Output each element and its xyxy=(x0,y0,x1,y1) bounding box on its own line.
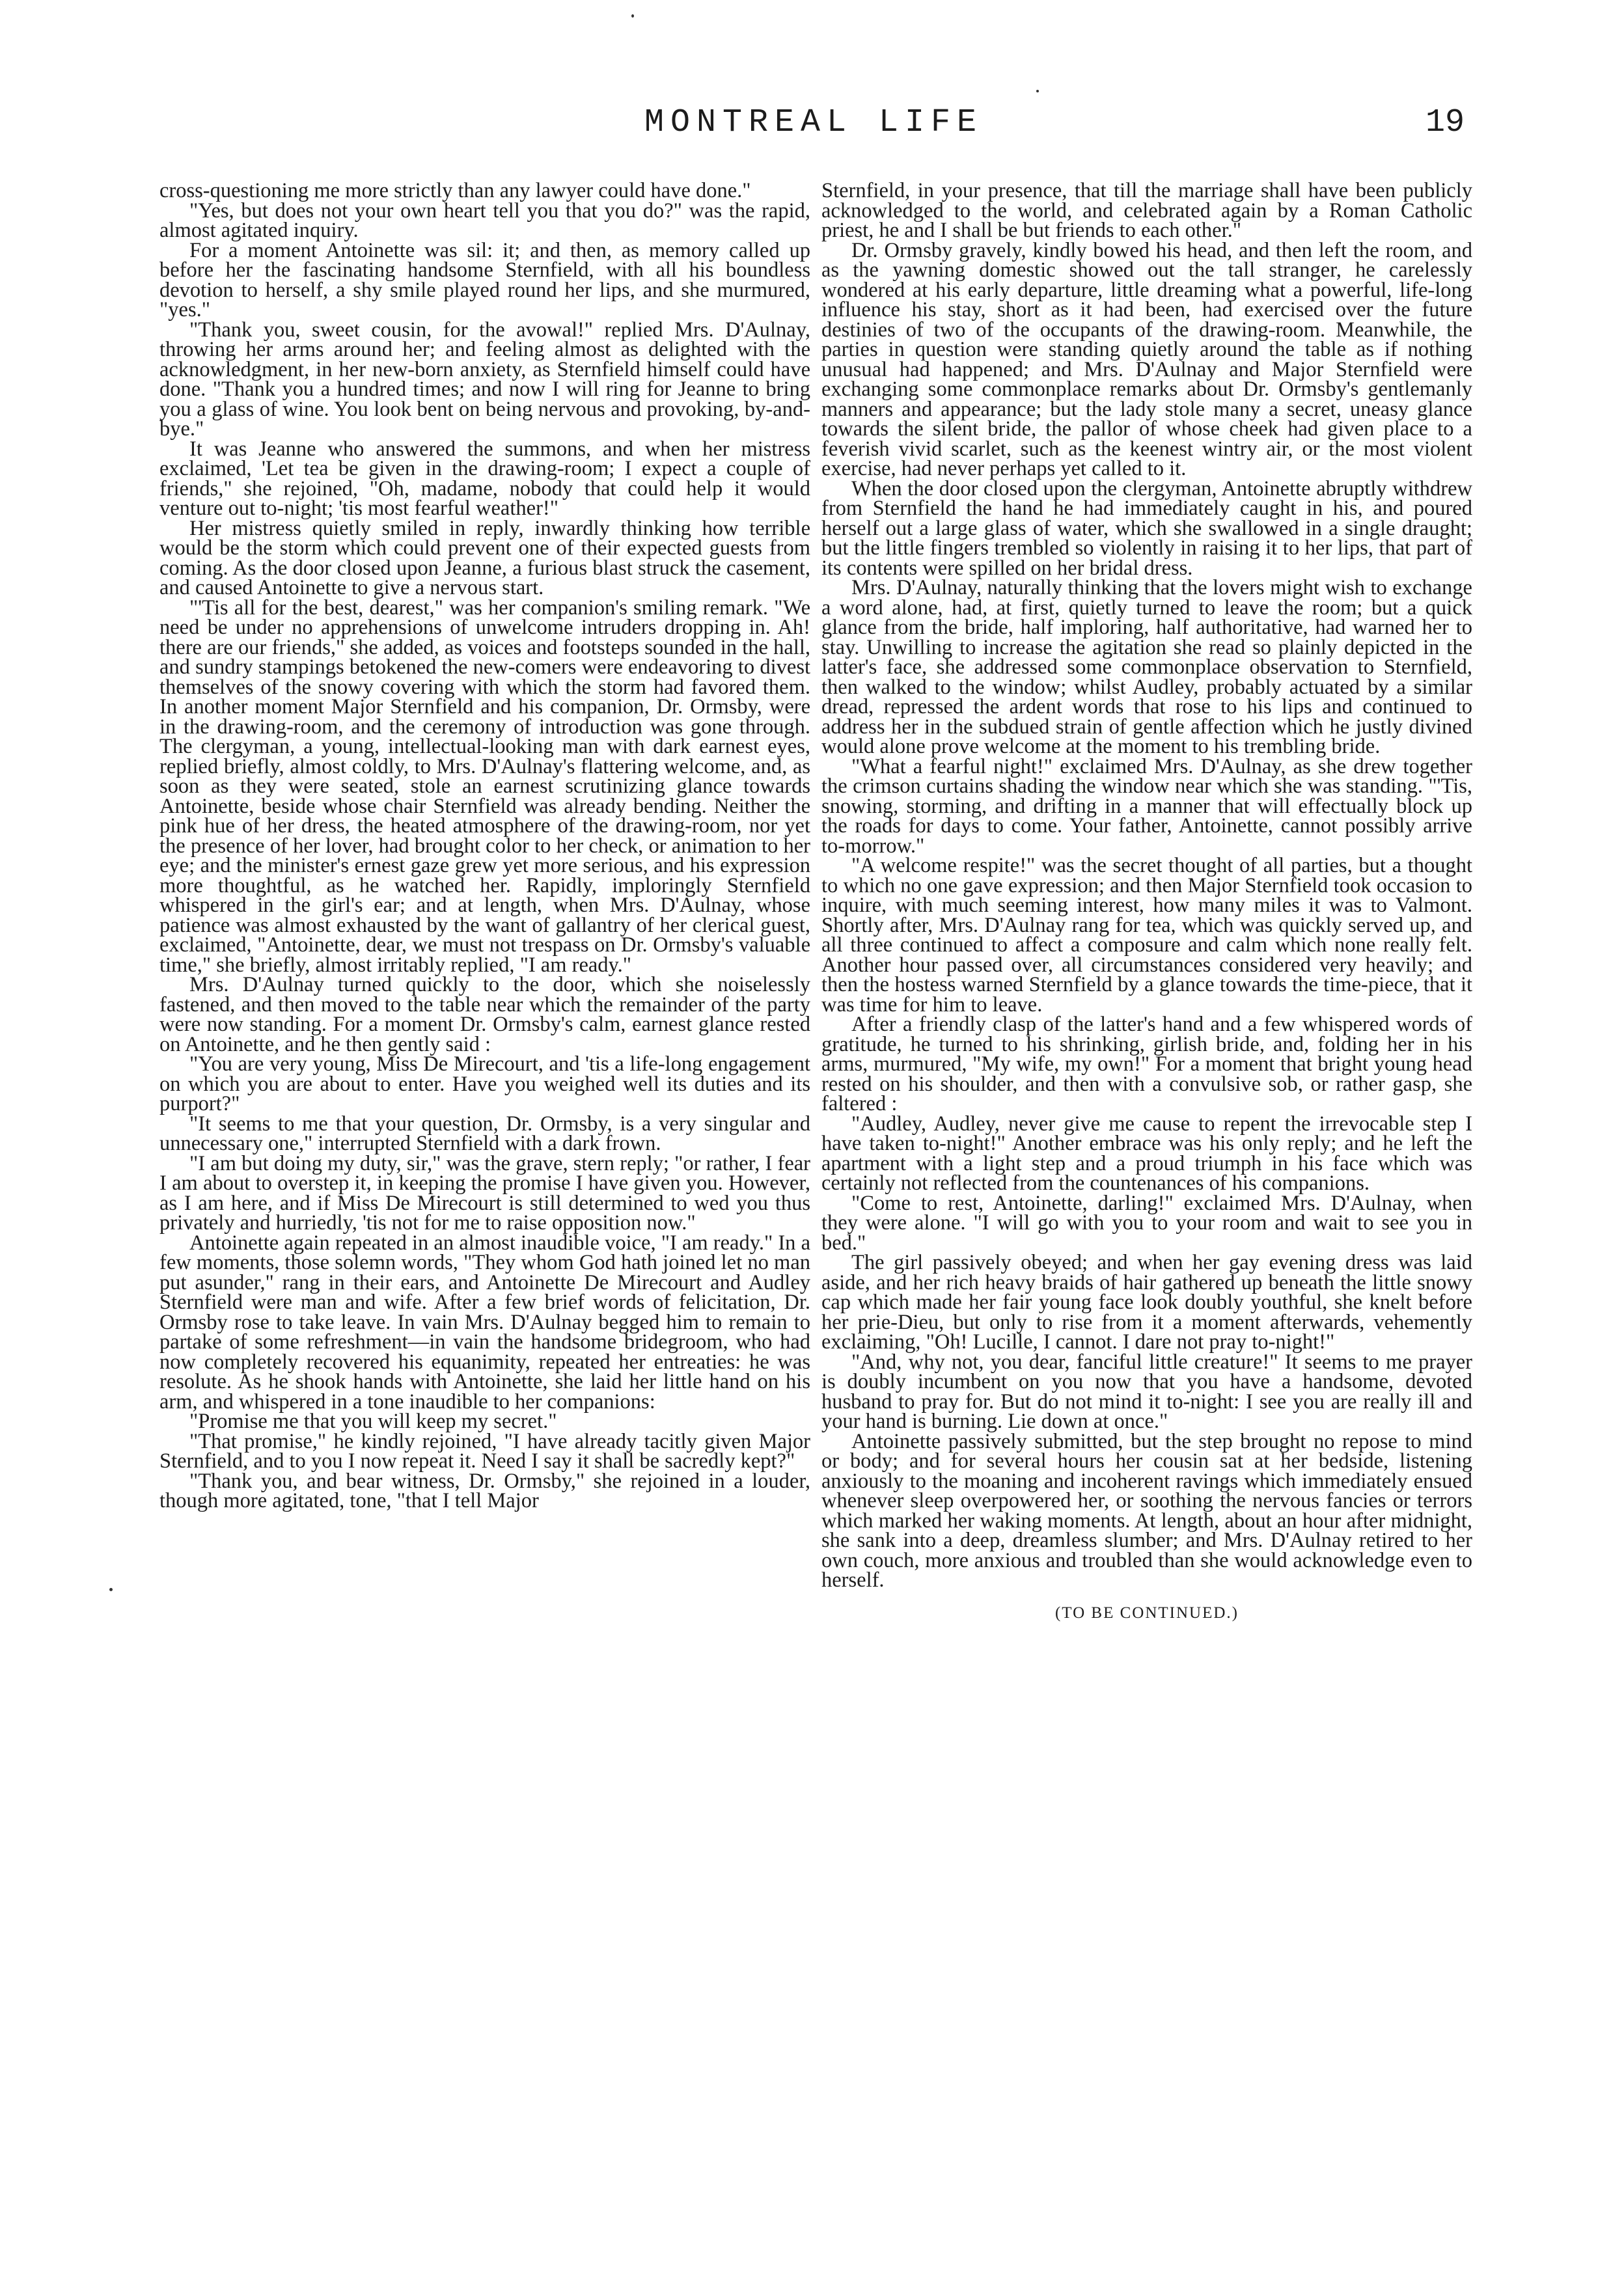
print-speck xyxy=(631,14,634,18)
left-column xyxy=(159,181,810,1511)
paragraph: Sternfield, in your presence, that till the marriage shall have been publicly acknowledged to the world, and celebrated again by a Roman Catholic priest, he and I shall be but friends to each other." xyxy=(821,179,1472,242)
paragraph: "Audley, Audley, never give me cause to repent the irrevocable step I have taken to-night!" Another embrace was his only reply; and he left the apartment with a light step and a proud triumph in his face which was certainly not reflected from the countenances of his companions. xyxy=(821,1112,1472,1195)
paragraph: "Thank you, sweet cousin, for the avowal!" replied Mrs. D'Aulnay, throwing her arms around her; and feeling almost as delighted with the acknowledgment, in her new-born anxiety, as Sternfield himself could have done. "Thank you a hundred times; and now I will ring for Jeanne to bring you a glass of wine. You look bent on being nervous and provoking, by-and-bye." xyxy=(159,318,810,441)
paragraph: For a moment Antoinette was sil: it; and then, as memory called up before her the fascinating handsome Sternfield, with all his boundless devotion to herself, a shy smile played round her lips, and she murmured, "yes." xyxy=(159,238,810,321)
paragraph: The girl passively obeyed; and when her gay evening dress was laid aside, and her rich heavy braids of hair gathered up beneath the little snowy cap which made her fair young face look doubly youthful, she knelt before her prie-Dieu, but only to rise from it a moment afterwards, vehemently exclaiming, "Oh! Lucille, I cannot. I dare not pray to-night!" xyxy=(821,1251,1472,1354)
page-header xyxy=(0,98,1611,169)
paragraph: Mrs. D'Aulnay turned quickly to the door, which she noiselessly fastened, and then moved to the table near which the remainder of the party were now standing. For a moment Dr. Ormsby's calm, earnest glance rested on Antoinette, and he then gently said : xyxy=(159,973,810,1056)
print-speck xyxy=(1036,90,1039,92)
paragraph: "And, why not, you dear, fanciful little creature!" It seems to me prayer is doubly incumbent on you now that you have a handsome, devoted husband to pray for. But do not mind it to-night: I see you are really ill and your hand is burning. Lie down at once." xyxy=(821,1350,1472,1433)
paragraph: "'Tis all for the best, dearest," was her companion's smiling remark. "We need be under no apprehensions of unwelcome intruders dropping in. Ah! there are our friends," she added, as voices and footsteps sounded in the hall, and sundry stampings betokened the new-comers were endeavoring to divest themselves of the snowy covering with which the storm had favored them. In another moment Major Sternfield and his companion, Dr. Ormsby, were in the drawing-room, and the ceremony of introduction was gone through. The clergyman, a young, intellectual-looking man with dark earnest eyes, replied briefly, almost coldly, to Mrs. D'Aulnay's flattering welcome, and, as soon as they were seated, stole an earnest scrutinizing glance towards Antoinette, beside whose chair Sternfield was already bending. Neither the pink hue of her dress, the heated atmosphere of the drawing-room, nor yet the presence of her lover, had brought color to her check, or animation to her eye; and the minister's ernest gaze grew yet more serious, and his expression more thoughtful, as he watched her. Rapidly, imploringly Sternfield whispered in the girl's ear; and at length, when Mrs. D'Aulnay, whose patience was almost exhausted by the want of gallantry of her clerical guest, exclaimed, "Antoinette, dear, we must not trespass on Dr. Ormsby's valuable time," she briefly, almost irritably replied, "I am ready." xyxy=(159,595,810,977)
paragraph: cross-questioning me more strictly than any lawyer could have done." xyxy=(159,179,751,202)
paragraph: "What a fearful night!" exclaimed Mrs. D'Aulnay, as she drew together the crimson curtains shading the window near which she was standing. "'Tis, snowing, storming, and drifting in a manner that will effectually block up the roads for days to come. Your father, Antoinette, cannot possibly arrive to-morrow." xyxy=(821,754,1472,858)
paragraph: "It seems to me that your question, Dr. Ormsby, is a very singular and unnecessary one," interrupted Sternfield with a dark frown. xyxy=(159,1112,810,1155)
paragraph: "Come to rest, Antoinette, darling!" exclaimed Mrs. D'Aulnay, when they were alone. "I will go with you to your room and wait to see you in bed." xyxy=(821,1191,1472,1255)
paragraph: "Promise me that you will keep my secret." xyxy=(189,1410,557,1433)
paragraph: Mrs. D'Aulnay, naturally thinking that the lovers might wish to exchange a word alone, had, at first, quietly turned to leave the room; but a quick glance from the bride, half imploring, half authoritative, had warned her to stay. Unwilling to increase the agitation she read so plainly depicted in the latter's face, she addressed some commonplace observation to Sternfield, then walked to the window; whilst Audley, probably actuated by a similar dread, repressed the ardent words that rose to his lips and continued to address her in the subdued strain of gentle affection which he justly divined would alone prove welcome at the moment to his trembling bride. xyxy=(821,576,1472,758)
paragraph: "You are very young, Miss De Mirecourt, and 'tis a life-long engagement on which you are about to enter. Have you weighed well its duties and its purport?" xyxy=(159,1052,810,1115)
paragraph: After a friendly clasp of the latter's hand and a few whispered words of gratitude, he turned to his shrinking, girlish bride, and, folding her in his arms, murmured, "My wife, my own!" For a moment that bright young head rested on his shoulder, and then with a convulsive sob, or rather gasp, she faltered : xyxy=(821,1013,1472,1115)
paragraph: Antoinette again repeated in an almost inaudible voice, "I am ready." In a few moments, those solemn words, "They whom God hath joined let no man put asunder," rang in their ears, and Antoinette De Mirecourt and Audley Sternfield were man and wife. After a few brief words of felicitation, Dr. Ormsby rose to take leave. In vain Mrs. D'Aulnay begged him to remain to partake of some refreshment—in vain the handsome bridegroom, who had now completely recovered his equanimity, repeated her entreaties: he was resolute. As he shook hands with Antoinette, she laid her little hand on his arm, and whispered in a tone inaudible to her companions: xyxy=(159,1231,810,1414)
print-speck xyxy=(109,1588,113,1591)
paragraph: Her mistress quietly smiled in reply, inwardly thinking how terrible would be the storm which could prevent one of their expected guests from coming. As the door closed upon Jeanne, a furious blast struck the casement, and caused Antoinette to give a nervous start. xyxy=(159,516,810,599)
continued-note: (TO BE CONTINUED.) xyxy=(1054,1604,1239,1622)
paragraph: Dr. Ormsby gravely, kindly bowed his head, and then left the room, and as the yawning domestic showed out the tall stranger, he carelessly wondered at his early departure, little dreaming what a powerful, life-long influence his stay, short as it had been, had exercised over the future destinies of two of the occupants of the drawing-room. Meanwhile, the parties in question were standing quietly around the table as if nothing unusual had happened; and Mrs. D'Aulnay and Major Sternfield were exchanging some commonplace remarks about Dr. Ormsby's gentlemanly manners and appearance; but the lady stole many a secret, uneasy glance towards the silent bride, the pallor of whose cheek had given place to a feverish vivid scarlet, such as the keenest wintry air, or the most violent exercise, had never perhaps yet called to it. xyxy=(821,238,1472,480)
right-column xyxy=(821,181,1472,1623)
paragraph: "Thank you, and bear witness, Dr. Ormsby," she rejoined in a louder, though more agitated, tone, "that I tell Major xyxy=(159,1469,810,1512)
page-number: 19 xyxy=(1425,104,1465,141)
running-title: MONTREAL LIFE xyxy=(644,104,984,141)
paragraph: "That promise," he kindly rejoined, "I have already tacitly given Major Sternfield, and to you I now repeat it. Need I say it shall be sacredly kept?" xyxy=(159,1429,810,1473)
paragraph: "Yes, but does not your own heart tell you that you do?" was the rapid, almost agitated inquiry. xyxy=(159,198,810,242)
paragraph: When the door closed upon the clergyman, Antoinette abruptly withdrew from Sternfield the hand he had immediately caught in his, and poured herself out a large glass of water, which she swallowed in a single draught; but the little fingers trembled so violently in raising it to her lips, that part of its contents were spilled on her bridal dress. xyxy=(821,476,1472,580)
paragraph: "A welcome respite!" was the secret thought of all parties, but a thought to which no one gave expression; and then Major Sternfield took occasion to inquire, with much seeming interest, how many miles it was to Valmont. Shortly after, Mrs. D'Aulnay rang for tea, which was quickly served up, and all three continued to affect a composure and calm which none really felt. Another hour passed over, all circumstances considered very heavily; and then the hostess warned Sternfield by a glance towards the time-piece, that it was time for him to leave. xyxy=(821,854,1472,1017)
paragraph: Antoinette passively submitted, but the step brought no repose to mind or body; and for several hours her cousin sat at her bedside, listening anxiously to the moaning and incoherent ravings which immediately ensued whenever sleep overpowered her, or soothing the nervous fancies or terrors which marked her waking moments. At length, about an hour after midnight, she sank into a deep, dreamless slumber; and Mrs. D'Aulnay retired to her own couch, more anxious and troubled than she would acknowledge even to herself. xyxy=(821,1429,1472,1592)
paragraph: It was Jeanne who answered the summons, and when her mistress exclaimed, 'Let tea be given in the drawing-room; I expect a couple of friends," she rejoined, "Oh, madame, nobody that could help it would venture out to-night; 'tis most fearful weather!" xyxy=(159,437,810,520)
paragraph: "I am but doing my duty, sir," was the grave, stern reply; "or rather, I fear I am about to overstep it, in keeping the promise I have given you. However, as I am here, and if Miss De Mirecourt is still determined to wed you thus privately and hurriedly, 'tis not for me to raise opposition now." xyxy=(159,1151,810,1235)
